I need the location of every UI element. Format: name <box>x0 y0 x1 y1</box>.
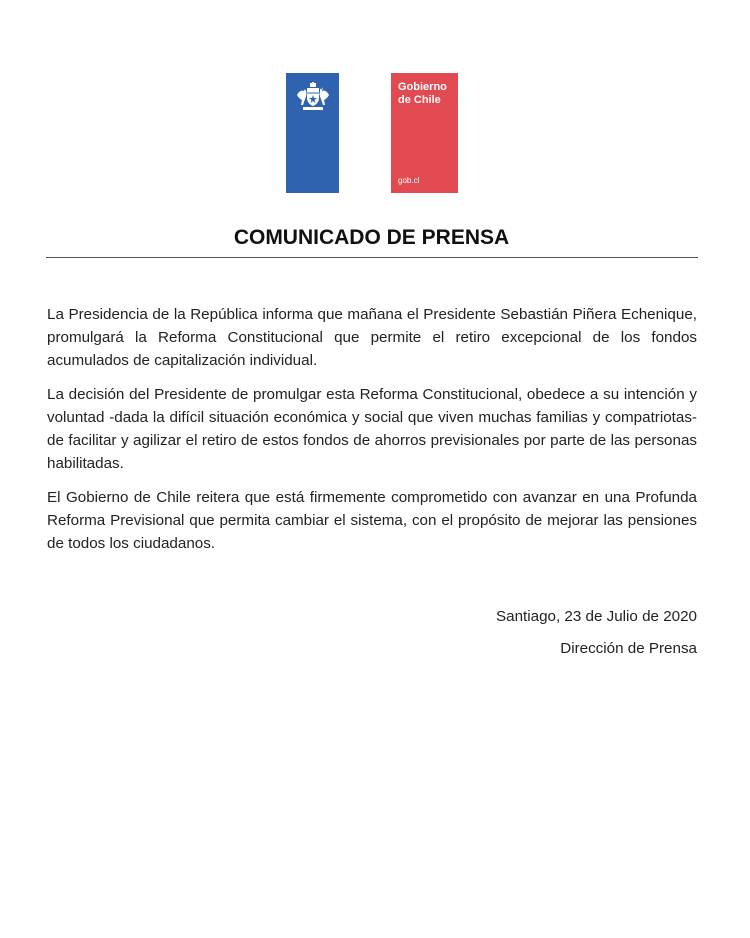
logo-blue-panel <box>286 73 339 193</box>
signature-block <box>496 605 697 669</box>
logo-name-line1: Gobierno <box>398 81 447 93</box>
gobierno-de-chile-logo <box>286 73 458 193</box>
logo-name-line2: de Chile <box>398 94 441 106</box>
press-release-body <box>47 303 697 566</box>
paragraph-1: La Presidencia de la República informa que mañana el Presidente Sebastián Piñera Echenique, promulgará la Reforma Constitucional que permite el retiro excepcional de los fondos acumulados de capitalización individual. <box>47 306 697 369</box>
paragraph-3: El Gobierno de Chile reitera que está firmemente comprometido con avanzar en una Profunda Reforma Previsional que permita cambiar el sistema, con el propósito de mejorar las pensiones de todos los ciudadanos. <box>47 489 697 552</box>
page-title: COMUNICADO DE PRENSA <box>233 226 510 249</box>
logo-wordmark <box>398 81 454 107</box>
place-date: Santiago, 23 de Julio de 2020 <box>496 608 697 625</box>
coat-of-arms-icon <box>295 81 331 113</box>
title-divider <box>46 257 698 258</box>
logo-red-panel <box>391 73 458 193</box>
logo-url: gob.cl <box>398 176 420 185</box>
paragraph-2: La decisión del Presidente de promulgar esta Reforma Constitucional, obedece a su intención y voluntad -dada la difícil situación económica y social que viven muchas familias y compatriotas- de facilitar y agilizar el retiro de estos fondos de ahorros previsionales por parte de las personas habilitadas. <box>47 386 697 472</box>
office-name: Dirección de Prensa <box>560 640 697 657</box>
